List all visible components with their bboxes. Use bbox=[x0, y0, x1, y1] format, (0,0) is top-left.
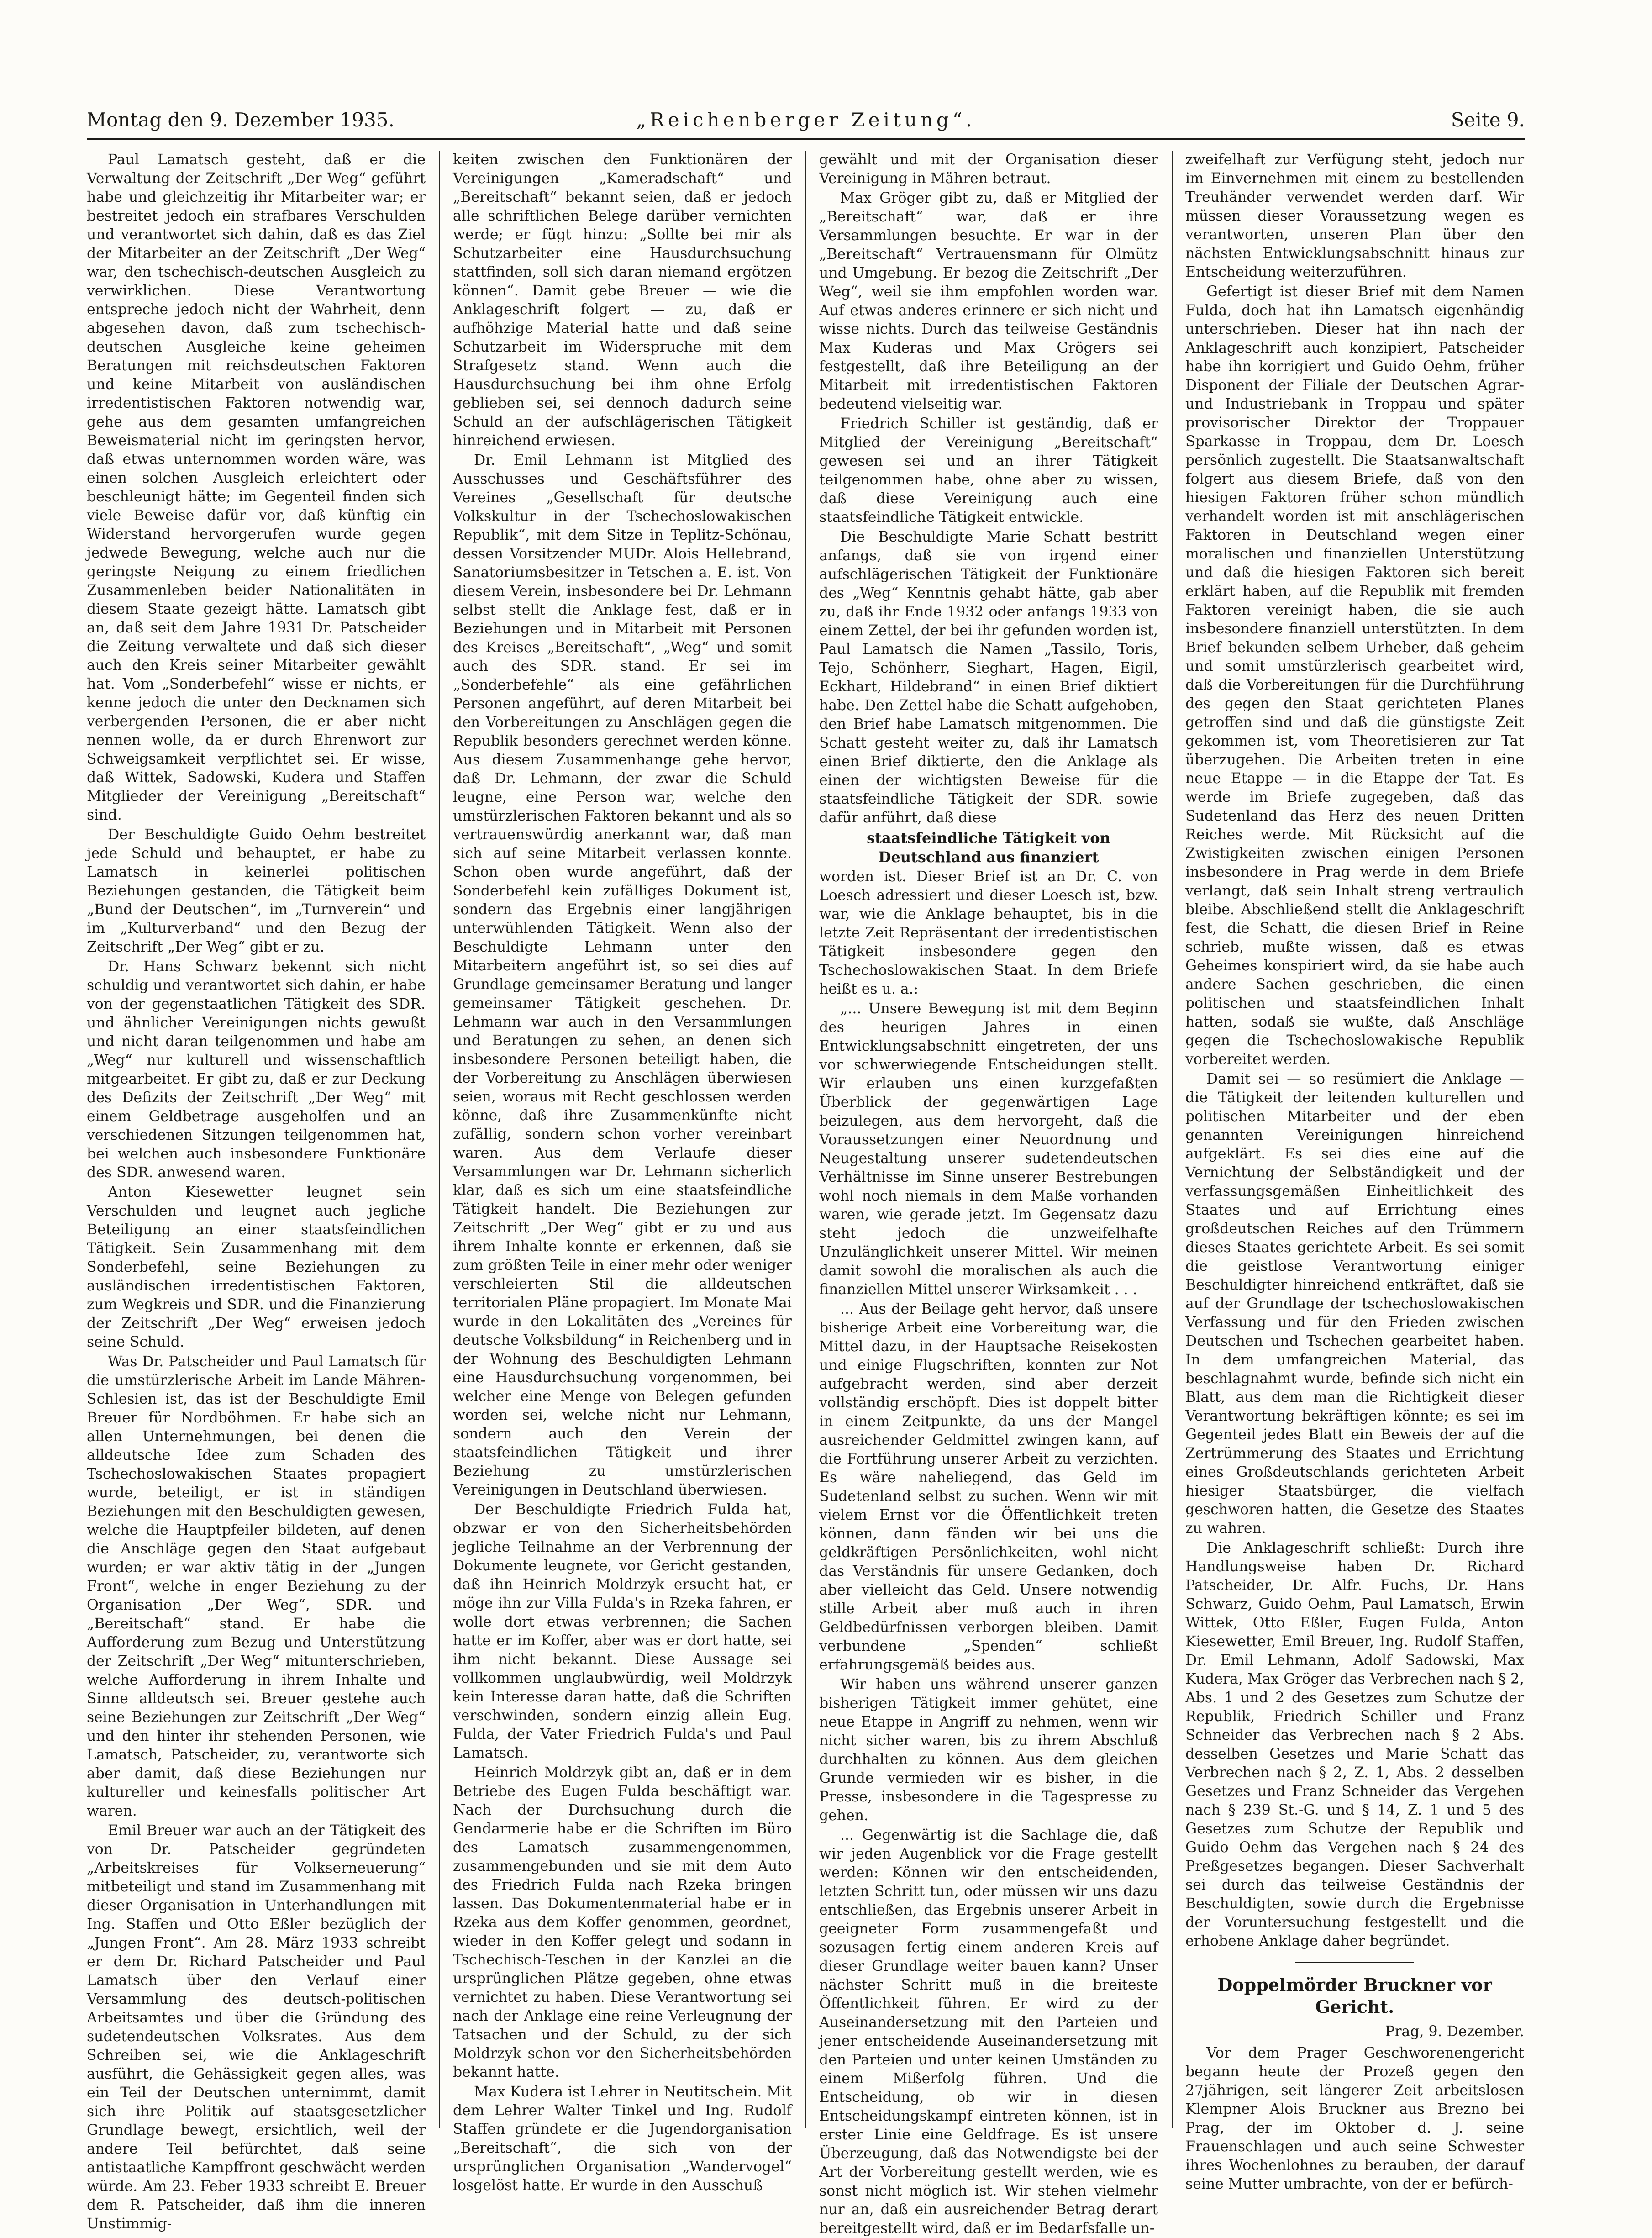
paragraph: keiten zwischen den Funktionären der Vereinigungen „Kameradschaft“ und „Bereitschaft“ bekannt seien, daß er jedoch alle schriftlichen Belege darüber vernichten werde; er fügt hinzu: „Sollte bei mir als Schutzarbeiter eine Hausdurchsuchung stattfinden, soll sich daran niemand ergötzen können“. Damit gebe Breuer — wie die Anklageschrift folgert — zu, daß er aufhöhzige Material hatte und daß seine Schutzarbeit im Widerspruche mit dem Strafgesetz stand. Wenn auch die Hausdurchsuchung bei ihm ohne Erfolg geblieben sei, sei dennoch dadurch seine Schuld an der aufschlägerischen Tätigkeit hinreichend erwiesen. bbox=[453, 152, 792, 449]
header-page-number: Seite 9. bbox=[1451, 109, 1525, 131]
paragraph: Damit sei — so resümiert die Anklage — die Tätigkeit der leitenden kulturellen und politischen Mitarbeiter und der eben genannten Vereinigungen hinreichend aufgeklärt. Es sei dies eine auf die Vernichtung der Selbständigkeit und der verfassungsgemäßen Einheitlichkeit des Staates und auf Errichtung eines großdeutschen Reiches auf den Trümmern dieses Staates gerichtete Arbeit. Es sei somit die geistlose Verantwortung einiger Beschuldigter hinreichend entkräftet, daß sie auf der Grundlage der tschechoslowakischen Verfassung und für den Frieden zwischen Deutschen und Tschechen gearbeitet haben. In dem umfangreichen Material, das beschlagnahmt wurde, befinde sich nicht ein Blatt, aus dem man die Richtigkeit dieser Verantwortung bekräftigen könnte; es sei im Gegenteil jedes Blatt ein Beweis der auf die Zertrümmerung des Staates und Errichtung eines Großdeutschlands gerichteten Arbeit hiesiger Staatsbürger, die vielfach geschworen hatten, die Gesetze des Staates zu wahren. bbox=[1185, 1071, 1524, 1537]
paragraph: zweifelhaft zur Verfügung steht, jedoch nur im Einvernehmen mit einem zu bestellenden Treuhänder verwendet werden darf. Wir müssen dieser Voraussetzung wegen es verantworten, unseren Plan über den nächsten Entwicklungsabschnitt hinaus zur Entscheidung weiterzuführen. bbox=[1185, 152, 1524, 280]
paragraph: Max Kudera ist Lehrer in Neutitschein. Mit dem Lehrer Walter Tinkel und Ing. Rudolf Staffen gründete er die Jugendorganisation „Bereitschaft“, die sich von der ursprünglichen Organisation „Wandervogel“ losgelöst hatte. Er wurde in den Ausschuß bbox=[453, 2084, 792, 2194]
header-rule bbox=[87, 138, 1525, 140]
column-2 bbox=[453, 151, 792, 2194]
paragraph: Vor dem Prager Geschworenengericht begann heute der Prozeß gegen den 27jährigen, seit längerer Zeit arbeitslosen Klempner Alois Bruckner aus Brezno bei Prag, der im Oktober d. J. seine Frauenschlagen und auch seine Schwester ihres Wochenlohnes zu berauben, der darauf seine Mutter umbrachte, von der er befürch- bbox=[1185, 2045, 1524, 2192]
paragraph: Der Beschuldigte Friedrich Fulda hat, obzwar er von den Sicherheitsbehörden jegliche Teilnahme an der Verbrennung der Dokumente leugnete, vor Gericht gestanden, daß ihn Heinrich Moldrzyk ersucht hat, er möge ihn zur Villa Fulda's in Rzeka fahren, er wolle dort etwas verbrennen; die Sachen hatte er im Koffer, aber was er dort hatte, sei ihm nicht bekannt. Diese Aussage sei vollkommen unglaubwürdig, weil Moldrzyk kein Interesse daran hatte, daß die Schriften verschwinden, sondern einzig allein Eug. Fulda, der Vater Friedrich Fulda's und Paul Lamatsch. bbox=[453, 1501, 792, 1761]
paragraph: Dr. Hans Schwarz bekennt sich nicht schuldig und verantwortet sich dahin, er habe von der gegenstaatlichen Tätigkeit des SDR. und ähnlicher Vereinigungen nichts gewußt und nicht daran teilgenommen und habe am „Weg“ nur kulturell und wissenschaftlich mitgearbeitet. Er gibt zu, daß er zur Deckung des Defizits der Zeitschrift „Der Weg“ mit einem Geldbetrage ausgeholfen und an verschiedenen Sitzungen teilgenommen hat, bei welchen auch insbesondere Funktionäre des SDR. anwesend waren. bbox=[87, 958, 426, 1181]
article-separator bbox=[1295, 1962, 1414, 1963]
paragraph: Dr. Emil Lehmann ist Mitglied des Ausschusses und Geschäftsführer des Vereines „Gesellschaft für deutsche Volkskultur in der Tschechoslowakischen Republik“, mit dem Sitze in Teplitz-Schönau, dessen Vorsitzender MUDr. Alois Hellebrand, Sanatoriumsbesitzer in Tetschen a. E. ist. Von diesem Verein, insbesondere bei Dr. Lehmann selbst stellt die Anklage fest, daß er in Beziehungen und in Mitarbeit mit Personen des Kreises „Bereitschaft“, „Weg“ und somit auch des SDR. stand. Er sei im „Sonderbefehle“ als eine gefährlichen Personen angeführt, auf deren Mitarbeit bei den Vorbereitungen zu Anschlägen gegen die Republik besonders gerechnet werden könne. Aus diesem Zusammenhange gehe hervor, daß Dr. Lehmann, der zwar die Schuld leugne, eine Person war, welche den umstürzlerischen Faktoren bekannt und als so vertrauenswürdig anerkannt war, daß man sich auf seine Mitarbeit verlassen konnte. Schon oben wurde angeführt, daß der Sonderbefehl kein zufälliges Dokument ist, sondern das Ergebnis einer langjährigen unterwühlenden Tätigkeit. Wenn also der Beschuldigte Lehmann unter den Mitarbeitern angeführt ist, so sei dies auf Grundlage gemeinsamer Beratung und langer gemeinsamer Tätigkeit geschehen. Dr. Lehmann war auch in den Versammlungen und Beratungen zu sehen, an denen sich insbesondere Personen beteiligt haben, die der Vorbereitung zu Anschlägen überwiesen seien, woraus mit Recht geschlossen werden könne, daß ihre Zusammenkünfte nicht zufällig, sondern schon vorher vereinbart waren. Aus dem Verlaufe dieser Versammlungen war Dr. Lehmann sicherlich klar, daß es sich um eine staatsfeindliche Tätigkeit handelt. Die Beziehungen zur Zeitschrift „Der Weg“ gibt er zu und aus ihrem Inhalte konnte er erkennen, daß sie zum größten Teile in einer mehr oder weniger verschleierten Stil die alldeutschen territorialen Pläne propagiert. Im Monate Mai wurde in den Lokalitäten des „Vereines für deutsche Volksbildung“ in Reichenberg und in der Wohnung des Beschuldigten Lehmann eine Hausdurchsuchung vorgenommen, bei welcher eine Menge von Belegen gefunden worden sei, welche nicht nur Lehmann, sondern auch den Verein der staatsfeindlichen Tätigkeit und ihrer Beziehung zu umstürzlerischen Vereinigungen in Deutschland überwiesen. bbox=[453, 452, 792, 1498]
column-divider bbox=[1172, 151, 1173, 2128]
column-3 bbox=[819, 151, 1158, 2237]
paragraph: Die Anklageschrift schließt: Durch ihre Handlungsweise haben Dr. Richard Patscheider, Dr. Alfr. Fuchs, Dr. Hans Schwarz, Guido Oehm, Paul Lamatsch, Erwin Wittek, Otto Eßler, Eugen Fulda, Anton Kiesewetter, Emil Breuer, Ing. Rudolf Staffen, Dr. Emil Lehmann, Adolf Sadowski, Max Kudera, Max Gröger das Verbrechen nach § 2, Abs. 1 und 2 des Gesetzes zum Schutze der Republik, Friedrich Schiller und Franz Schneider das Verbrechen nach § 2 Abs. desselben Gesetzes und Marie Schatt das Verbrechen nach § 2, Z. 1, Abs. 2 desselben Gesetzes und Franz Schneider das Vergehen nach § 239 St.-G. und § 14, Z. 1 und 5 des Gesetzes zum Schutze der Republik und Guido Oehm das Vergehen nach § 24 des Preßgesetzes begangen. Dieser Sachverhalt sei durch das teilweise Geständnis der Beschuldigten, sowie durch die Ergebnisse der Voruntersuchung festgestellt und die erhobene Anklage daher begründet. bbox=[1185, 1540, 1524, 1949]
paragraph: Friedrich Schiller ist geständig, daß er Mitglied der Vereinigung „Bereitschaft“ gewesen sei und an ihrer Tätigkeit teilgenommen habe, ohne aber zu wissen, daß diese Vereinigung auch eine staatsfeindliche Tätigkeit entwickle. bbox=[819, 416, 1158, 526]
column-divider bbox=[439, 151, 440, 2128]
column-4 bbox=[1185, 151, 1524, 2192]
letter-quote: „... Unsere Bewegung ist mit dem Beginn des heurigen Jahres in einen Entwicklungsabschnitt eingetreten, der uns vor schwerwiegende Entscheidungen stellt. Wir erlauben uns einen kurzgefaßten Überblick der gegenwärtigen Lage beizulegen, aus dem hervorgeht, daß die Voraussetzungen einer Neuordnung und Neugestaltung unserer sudetendeutschen Verhältnisse im Sinne unserer Bestrebungen wohl noch niemals in dem Maße vorhanden waren, wie gerade jetzt. Im Gegensatz dazu steht jedoch die unzweifelhafte Unzulänglichkeit unserer Mittel. Wir meinen damit sowohl die moralischen als auch die finanziellen Mittel unserer Wirksamkeit . . . bbox=[819, 1001, 1158, 1298]
section-subheading: staatsfeindliche Tätigkeit von Deutschland aus finanziert bbox=[867, 829, 1110, 866]
paragraph: Der Beschuldigte Guido Oehm bestreitet jede Schuld und behauptet, er habe zu Lamatsch in keinerlei politischen Beziehungen gestanden, die Tätigkeit beim „Bund der Deutschen“, im „Turnverein“ und im „Kulturverband“ und den Bezug der Zeitschrift „Der Weg“ gibt er zu. bbox=[87, 827, 426, 955]
paragraph: Die Beschuldigte Marie Schatt bestritt anfangs, daß sie von irgend einer aufschlägerischen Tätigkeit der Funktionäre des „Weg“ Kenntnis gehabt hätte, gab aber zu, daß ihr Ende 1932 oder anfangs 1933 von einem Zettel, der bei ihr gefunden worden ist, Paul Lamatsch die Namen „Tassilo, Toris, Tejo, Schönherr, Sieghart, Hagen, Eigil, Eckhart, Hildebrand“ in einen Brief diktiert habe. Den Zettel habe die Schatt aufgehoben, den Brief habe Lamatsch mitgenommen. Die Schatt gesteht weiter zu, daß ihr Lamatsch einen Brief diktierte, den die Anklage als einen der wichtigsten Beweise für die staatsfeindliche Tätigkeit der SDR. sowie dafür anführt, daß diese bbox=[819, 529, 1158, 826]
article-title: Doppelmörder Bruckner vor Gericht. bbox=[1217, 1975, 1492, 2017]
paragraph: Max Gröger gibt zu, daß er Mitglied der „Bereitschaft“ war, daß er ihre Versammlungen besuchte. Er war in der „Bereitschaft“ Vertrauensmann für Olmütz und Umgebung. Er bezog die Zeitschrift „Der Weg“, weil sie ihm empfohlen worden war. Auf etwas anderes erinnere er sich nicht und wisse nichts. Durch das teilweise Geständnis Max Kuderas und Max Grögers sei festgestellt, daß ihre Beteiligung an der Mitarbeit mit irredentistischen Faktoren bedeutend vielseitig war. bbox=[819, 190, 1158, 412]
paragraph: Paul Lamatsch gesteht, daß er die Verwaltung der Zeitschrift „Der Weg“ geführt habe und gleichzeitig ihr Mitarbeiter war; er bestreitet jedoch ein strafbares Verschulden und verantwortet sich dahin, daß es das Ziel der Mitarbeiter an der Zeitschrift „Der Weg“ war, den tschechisch-deutschen Ausgleich zu verwirklichen. Diese Verantwortung entspreche jedoch nicht der Wahrheit, denn abgesehen davon, daß zum tschechisch-deutschen Ausgleiche keine geheimen Beratungen mit reichsdeutschen Faktoren und keine Mitarbeit von ausländischen irredentistischen Faktoren notwendig war, gehe aus dem gesamten umfangreichen Beweismaterial nicht im geringsten hervor, daß etwas unternommen worden wäre, was einen solchen Ausgleich erleichtert oder beschleunigt hätte; im Gegenteil finden sich viele Beweise dafür vor, daß künftig ein Widerstand hervorgerufen wurde gegen jedwede Bewegung, welche auch nur die geringste Neigung zu einem friedlichen Zusammenleben beider Nationalitäten in diesem Staate gezeigt hätte. Lamatsch gibt an, daß seit dem Jahre 1931 Dr. Patscheider die Zeitung verwaltete und daß sich dieser auch den Kreis seiner Mitarbeiter gewählt hat. Vom „Sonderbefehl“ wisse er nichts, er kenne jedoch die unter den Decknamen sich verbergenden Personen, die er aber nicht nennen wolle, da er durch Ehrenwort zur Schweigsamkeit verpflichtet sei. Er wisse, daß Wittek, Sadowski, Kudera und Staffen Mitglieder der Vereinigung „Bereitschaft“ sind. bbox=[87, 152, 426, 823]
paragraph: Gefertigt ist dieser Brief mit dem Namen Fulda, doch hat ihn Lamatsch eigenhändig unterschrieben. Dieser hat ihn nach der Anklageschrift auch konzipiert, Patscheider habe ihn korrigiert und Guido Oehm, früher Disponent der Filiale der Deutschen Agrar- und Industriebank in Troppau und später provisorischer Direktor der Troppauer Sparkasse in Troppau, dem Dr. Loesch persönlich zugestellt. Die Staatsanwaltschaft folgert aus diesem Briefe, daß von den hiesigen Faktoren früher schon mündlich verhandelt worden ist mit anschlägerischen Faktoren in Deutschland wegen einer moralischen und finanziellen Unterstützung und daß die hiesigen Faktoren sich bereit erklärt haben, auf die Republik mit fremden Faktoren vereinigt haben, die sie auch insbesondere finanziell unterstützten. In dem Brief bekunden selbem Urheber, daß geheim und somit umstürzlerisch gearbeitet wird, daß die Vorbereitungen für die Durchführung des gegen den Staat gerichteten Planes getroffen sind und daß die günstigste Zeit gekommen ist, vom Theoretisieren zur Tat überzugehen. Die Arbeiten treten in eine neue Etappe — in die Etappe der Tat. Es werde im Briefe zugegeben, daß das Sudetenland das Herz des neuen Dritten Reiches werde. Mit Rücksicht auf die Zwistigkeiten zwischen einigen Personen insbesondere in Prag werde in dem Briefe verlangt, daß sein Inhalt streng vertraulich bleibe. Abschließend stellt die Anklageschrift fest, die Schatt, die diesen Brief in Reine schrieb, mußte wissen, daß es etwas Geheimes konspiriert wird, da sie habe auch andere Sachen geschrieben, die einen politischen und staatsfeindlichen Inhalt hatten, sodaß sie wußte, daß Anschläge gegen die Tschechoslowakische Republik vorbereitet werden. bbox=[1185, 284, 1524, 1068]
paragraph: gewählt und mit der Organisation dieser Vereinigung in Mähren betraut. bbox=[819, 152, 1158, 187]
header-date: Montag den 9. Dezember 1935. bbox=[87, 109, 395, 131]
paragraph: Heinrich Moldrzyk gibt an, daß er in dem Betriebe des Eugen Fulda beschäftigt war. Nach der Durchsuchung durch die Gendarmerie habe er die Schriften im Büro des Lamatsch zusammengenommen, zusammengebunden und sie mit dem Auto des Friedrich Fulda nach Rzeka bringen lassen. Das Dokumentenmaterial habe er in Rzeka aus dem Koffer genommen, geordnet, wieder in den Koffer gelegt und sodann in Tschechisch-Teschen in der Kanzlei an die ursprünglichen Plätze gegeben, ohne etwas vernichtet zu haben. Diese Verantwortung sei nach der Anklage eine reine Verleugnung der Tatsachen und der Schuld, zu der sich Moldrzyk schon vor den Sicherheitsbehörden bekannt hatte. bbox=[453, 1764, 792, 2080]
column-divider bbox=[805, 151, 806, 2128]
article-dateline: Prag, 9. Dezember. bbox=[1385, 2023, 1524, 2040]
paragraph: Was Dr. Patscheider und Paul Lamatsch für die umstürzlerische Arbeit im Lande Mähren-Schlesien ist, das ist der Beschuldigte Emil Breuer für Nordböhmen. Er habe sich an allen Unternehmungen, bei denen die alldeutsche Idee zum Schaden des Tschechoslowakischen Staates propagiert wurde, beteiligt, er ist in ständigen Beziehungen mit den Beschuldigten gewesen, welche die Hauptpfeiler bildeten, auf denen die Anschläge gegen den Staat aufgebaut wurden; er war aktiv tätig in der „Jungen Front“, welche in enger Beziehung zu der Organisation „Der Weg“, SDR. und „Bereitschaft“ stand. Er habe die Aufforderung zum Bezug und Unterstützung der Zeitschrift „Der Weg“ mitunterschrieben, welche Aufforderung in ihrem Inhalte und Sinne alldeutsch sei. Breuer gestehe auch seine Beziehungen zur Zeitschrift „Der Weg“ und den hinter ihr stehenden Personen, wie Lamatsch, Patscheider, zu, verantworte sich aber damit, daß diese Beziehungen nur kultureller und keinesfalls politischer Art waren. bbox=[87, 1353, 426, 1819]
paragraph: Emil Breuer war auch an der Tätigkeit des von Dr. Patscheider gegründeten „Arbeitskreises für Volkserneuerung“ mitbeteiligt und stand im Zusammenhang mit dieser Organisation in Unterhandlungen mit Ing. Staffen und Otto Eßler bezüglich der „Jungen Front“. Am 28. März 1933 schreibt er dem Dr. Richard Patscheider und Paul Lamatsch über den Verlauf einer Versammlung des deutsch-politischen Arbeitsamtes und über die Gründung des sudetendeutschen Volksrates. Aus dem Schreiben sei, wie die Anklageschrift ausführt, die Gehässigkeit gegen alles, was ein Teil der Deutschen unternimmt, damit sich ihre Politik auf staatsgesetzlicher Grundlage bewegt, ersichtlich, weil der andere Teil befürchtet, daß seine antistaatliche Kampffront geschwächt werden würde. Am 23. Feber 1933 schreibt E. Breuer dem R. Patscheider, daß ihm die inneren Unstimmig- bbox=[87, 1822, 426, 2232]
column-1 bbox=[87, 151, 426, 2232]
paragraph: worden ist. Dieser Brief ist an Dr. C. von Loesch adressiert und dieser Loesch ist, bzw. war, wie die Anklage behauptet, bis in die letzte Zeit Repräsentant der irredentistischen Tätigkeit insbesondere gegen den Tschechoslowakischen Staat. In dem Briefe heißt es u. a.: bbox=[819, 869, 1158, 997]
newspaper-page bbox=[87, 105, 1525, 2237]
page-header bbox=[87, 105, 1525, 137]
paragraph: Anton Kiesewetter leugnet sein Verschulden und leugnet auch jegliche Beteiligung an einer staatsfeindlichen Tätigkeit. Sein Zusammenhang mit dem Sonderbefehl, seine Beziehungen zu ausländischen irredentistischen Faktoren, zum Wegkreis und SDR. und die Finanzierung der Zeitschrift „Der Weg“ erweisen jedoch seine Schuld. bbox=[87, 1184, 426, 1350]
letter-quote: ... Gegenwärtig ist die Sachlage die, daß wir jeden Augenblick vor die Frage gestellt werden: Können wir den entscheidenden, letzten Schritt tun, oder müssen wir uns dazu entschließen, das Ergebnis unserer Arbeit in geeigneter Form zusammengefaßt und sozusagen fertig einem anderen Kreis auf dieser Grundlage weiter bauen kann? Unser nächster Schritt muß in die breiteste Öffentlichkeit führen. Er wird zu der Auseinandersetzung mit den Parteien und jener entscheidende Auseinandersetzung mit den Parteien und unter keinen Umständen zu einem Mißerfolg führen. Und die Entscheidung, ob wir in diesen Entscheidungskampf eintreten können, ist in erster Linie eine Geldfrage. Es ist unsere Überzeugung, daß das Notwendigste bei der Art der Vorbereitung gestellt werden, wie es sonst nicht möglich ist. Wir stehen vielmehr nur an, daß ein ausreichender Betrag derart bereitgestellt wird, daß er im Bedarfsfalle un- bbox=[819, 1827, 1158, 2237]
header-title: „Reichenberger Zeitung“. bbox=[636, 109, 976, 131]
letter-quote: ... Aus der Beilage geht hervor, daß unsere bisherige Arbeit eine Vorbereitung war, die Mittel dazu, in der Hauptsache Reisekosten und einige Flugschriften, konnten zur Not aufgebracht werden, sind aber derzeit vollständig erschöpft. Dies ist doppelt bitter in einem Zeitpunkte, da uns der Mangel ausreichender Geldmittel zwingen kann, auf die Fortführung unserer Arbeit zu verzichten. Es wäre naheliegend, das Geld im Sudetenland selbst zu suchen. Wenn wir mit vielem Ernst vor die Öffentlichkeit treten können, dann fänden wir bei uns die geldkräftigen Persönlichkeiten, wohl nicht das Verständnis für unsere Gedanken, doch aber vielleicht das Geld. Unsere notwendig stille Arbeit aber muß auch in ihren Geldbedürfnissen verborgen bleiben. Damit verbundene „Spenden“ schließt erfahrungsgemäß beides aus. bbox=[819, 1301, 1158, 1673]
letter-quote: Wir haben uns während unserer ganzen bisherigen Tätigkeit immer gehütet, eine neue Etappe in Angriff zu nehmen, wenn wir nicht sicher waren, bis zu ihrem Abschluß durchhalten zu können. Aus dem gleichen Grunde vermieden wir es bisher, in die Presse, insbesondere in die Tagespresse zu gehen. bbox=[819, 1676, 1158, 1824]
